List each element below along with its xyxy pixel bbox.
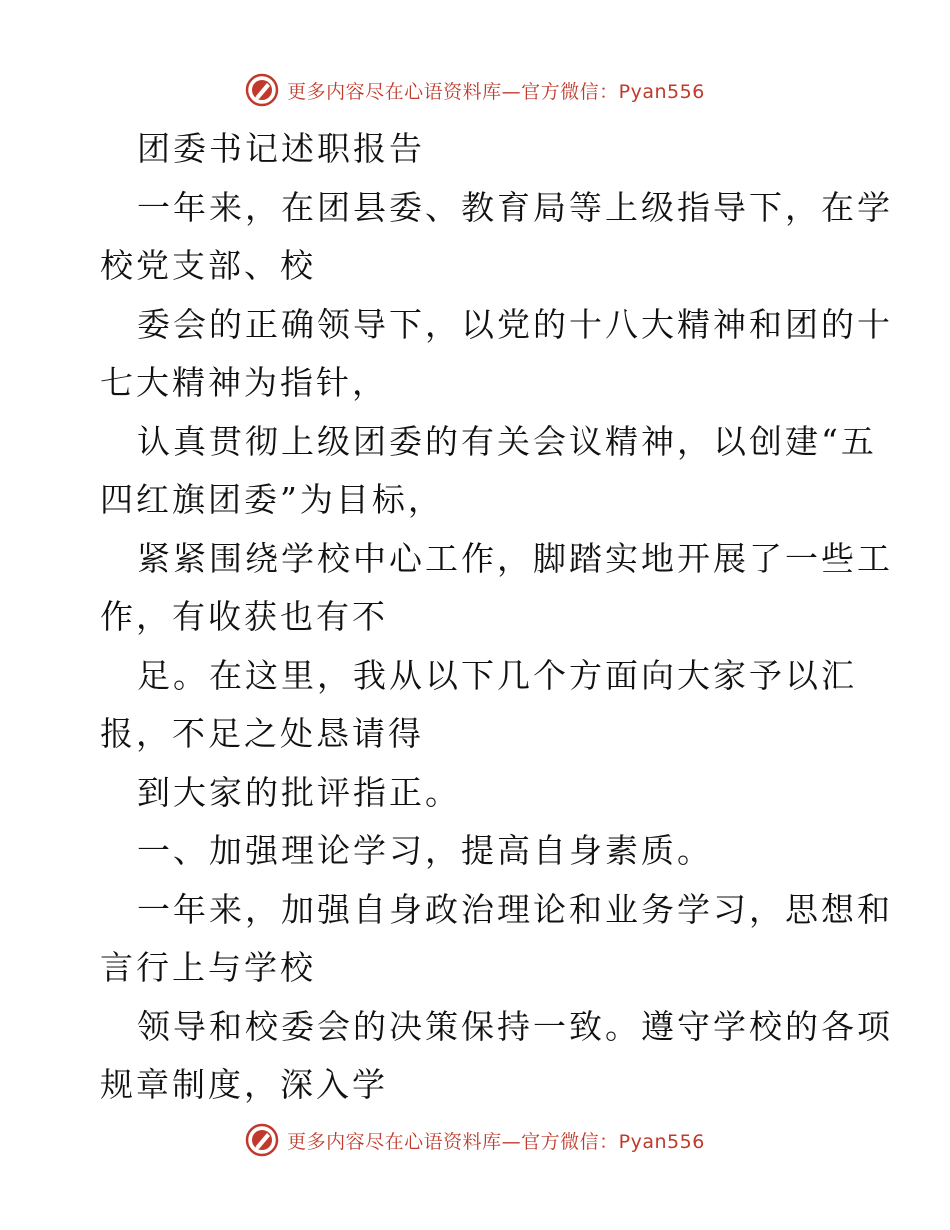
- header-banner-text: 更多内容尽在心语资料库—官方微信：Pyan556: [287, 80, 705, 103]
- paragraph-line: 言行上与学校: [100, 948, 316, 987]
- paragraph-line: 紧紧围绕学校中心工作，脚踏实地开展了一些工: [137, 538, 893, 578]
- paragraph-line: 到大家的批评指正。: [137, 772, 461, 812]
- document-body: [100, 120, 893, 1115]
- section-heading: 一、加强理论学习，提高自身素质。: [137, 831, 713, 870]
- paragraph-line: 规章制度，深入学: [100, 1065, 388, 1104]
- footer-banner-text: 更多内容尽在心语资料库—官方微信：Pyan556: [287, 1130, 705, 1153]
- paragraph-line: 校党支部、校: [100, 246, 316, 285]
- footer-banner: [0, 1120, 950, 1160]
- paragraph-line: 一年来，加强自身政治理论和业务学习，思想和: [137, 889, 893, 929]
- paragraph-line: 领导和校委会的决策保持一致。遵守学校的各项: [137, 1006, 893, 1046]
- paragraph-line: 认真贯彻上级团委的有关会议精神，以创建“五: [137, 421, 877, 461]
- paragraph-line: 七大精神为指针，: [100, 363, 388, 402]
- paragraph-line: 作，有收获也有不: [100, 597, 388, 636]
- header-banner: [0, 70, 950, 110]
- paragraph-line: 足。在这里，我从以下几个方面向大家予以汇: [137, 655, 857, 695]
- pen-nib-logo-icon: [245, 1123, 279, 1157]
- paragraph-line: 一年来，在团县委、教育局等上级指导下，在学: [137, 187, 893, 227]
- document-title: 团委书记述职报告: [137, 129, 425, 168]
- paragraph-line: 报，不足之处恳请得: [100, 714, 424, 753]
- paragraph-line: 四红旗团委”为目标，: [100, 480, 444, 519]
- paragraph-line: 委会的正确领导下，以党的十八大精神和团的十: [137, 304, 893, 344]
- pen-nib-logo-icon: [245, 73, 279, 107]
